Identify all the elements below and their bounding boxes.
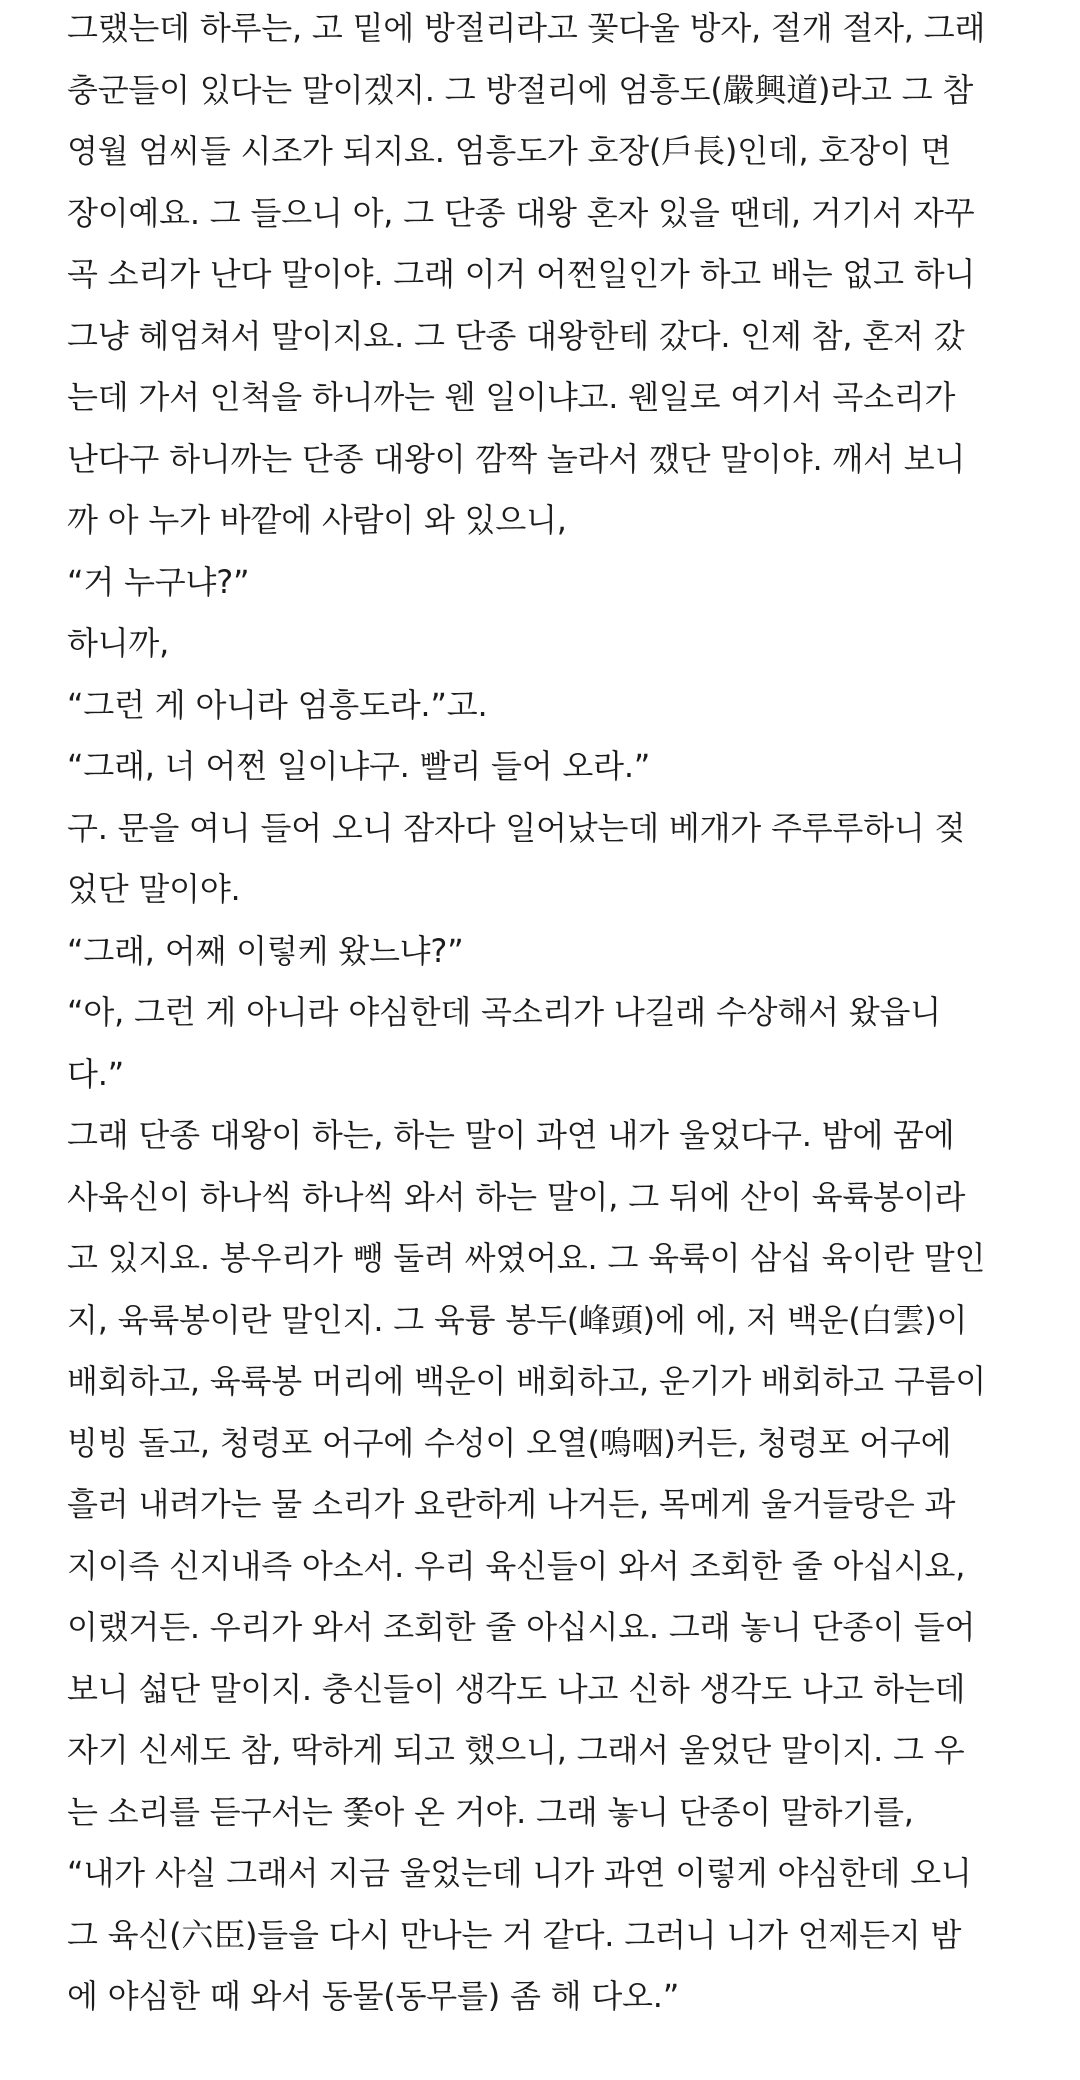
- dialogue-line: “아, 그런 게 아니라 야심한데 곡소리가 나길래 수상해서 왔읍니: [67, 993, 941, 1031]
- text-line: 충군들이 있다는 말이겠지. 그 방절리에 엄흥도(嚴興道)라고 그 참: [67, 70, 974, 109]
- text-line: 그냥 헤엄쳐서 말이지요. 그 단종 대왕한테 갔다. 인제 참, 혼저 갔: [67, 316, 965, 355]
- dialogue-line: “그래, 너 어쩐 일이냐구. 빨리 들어 오라.”: [67, 747, 651, 785]
- text-line: 그랬는데 하루는, 고 밑에 방절리라고 꽃다울 방자, 절개 절자, 그래: [67, 9, 986, 47]
- text-line: 장이예요. 그 들으니 아, 그 단종 대왕 혼자 있을 땐데, 거기서 자꾸: [67, 193, 975, 232]
- text-line: 보니 섧단 말이지. 충신들이 생각도 나고 신하 생각도 나고 하는데: [67, 1669, 966, 1708]
- text-line: 난다구 하니까는 단종 대왕이 깜짝 놀라서 깼단 말이야. 깨서 보니: [67, 439, 966, 478]
- text-line: 곡 소리가 난다 말이야. 그래 이거 어쩐일인가 하고 배는 없고 하니: [67, 255, 976, 293]
- text-line: 까 아 누가 바깥에 사람이 와 있으니,: [67, 501, 567, 539]
- dialogue-line: “그런 게 아니라 엄흥도라.”고.: [67, 685, 488, 724]
- text-line: 빙빙 돌고, 청령포 어구에 수성이 오열(嗚咽)커든, 청령포 어구에: [67, 1423, 952, 1462]
- text-line: 그래 단종 대왕이 하는, 하는 말이 과연 내가 울었다구. 밤에 꿈에: [67, 1116, 955, 1154]
- text-line: 다.”: [67, 1054, 125, 1093]
- text-line: 사육신이 하나씩 하나씩 와서 하는 말이, 그 뒤에 산이 육륙봉이라: [67, 1177, 966, 1216]
- dialogue-line: “내가 사실 그래서 지금 울었는데 니가 과연 이렇게 야심한데 오니: [67, 1854, 972, 1892]
- dialogue-line: “거 누구냐?”: [67, 562, 250, 601]
- text-line: 지이즉 신지내즉 아소서. 우리 육신들이 와서 조회한 줄 아십시요,: [67, 1546, 966, 1585]
- text-line: 구. 문을 여니 들어 오니 잠자다 일어났는데 베개가 주루루하니 젖: [67, 808, 966, 847]
- text-line: 영월 엄씨들 시조가 되지요. 엄흥도가 호장(戶長)인데, 호장이 면: [67, 132, 952, 170]
- dialogue-line: “그래, 어째 이렇케 왔느냐?”: [67, 931, 464, 970]
- text-line: 그 육신(六臣)들을 다시 만나는 거 같다. 그러니 니가 언제든지 밤: [67, 1915, 962, 1954]
- text-line: 고 있지요. 봉우리가 뺑 둘려 싸였어요. 그 육륙이 삼십 육이란 말인: [67, 1239, 986, 1277]
- text-line: 배회하고, 육륙봉 머리에 백운이 배회하고, 운기가 배회하고 구름이: [67, 1362, 986, 1400]
- text-line: 하니까,: [67, 624, 170, 662]
- text-line: 이랬거든. 우리가 와서 조회한 줄 아십시요. 그래 놓니 단종이 들어: [67, 1608, 976, 1646]
- text-line: 자기 신세도 참, 딱하게 되고 했으니, 그래서 울었단 말이지. 그 우: [67, 1731, 965, 1769]
- text-line: 는데 가서 인척을 하니까는 웬 일이냐고. 웬일로 여기서 곡소리가: [67, 378, 956, 416]
- text-line: 에 야심한 때 와서 동물(동무를) 좀 해 다오.”: [67, 1977, 680, 2015]
- text-line: 었단 말이야.: [67, 870, 241, 908]
- text-line: 흘러 내려가는 물 소리가 요란하게 나거든, 목메게 울거들랑은 과: [67, 1485, 956, 1523]
- text-line: 는 소리를 듣구서는 쫓아 온 거야. 그래 놓니 단종이 말하기를,: [67, 1792, 914, 1831]
- document-body: [67, 0, 1028, 2028]
- text-line: 지, 육륙봉이란 말인지. 그 육륭 봉두(峰頭)에 에, 저 백운(白雲)이: [67, 1300, 968, 1339]
